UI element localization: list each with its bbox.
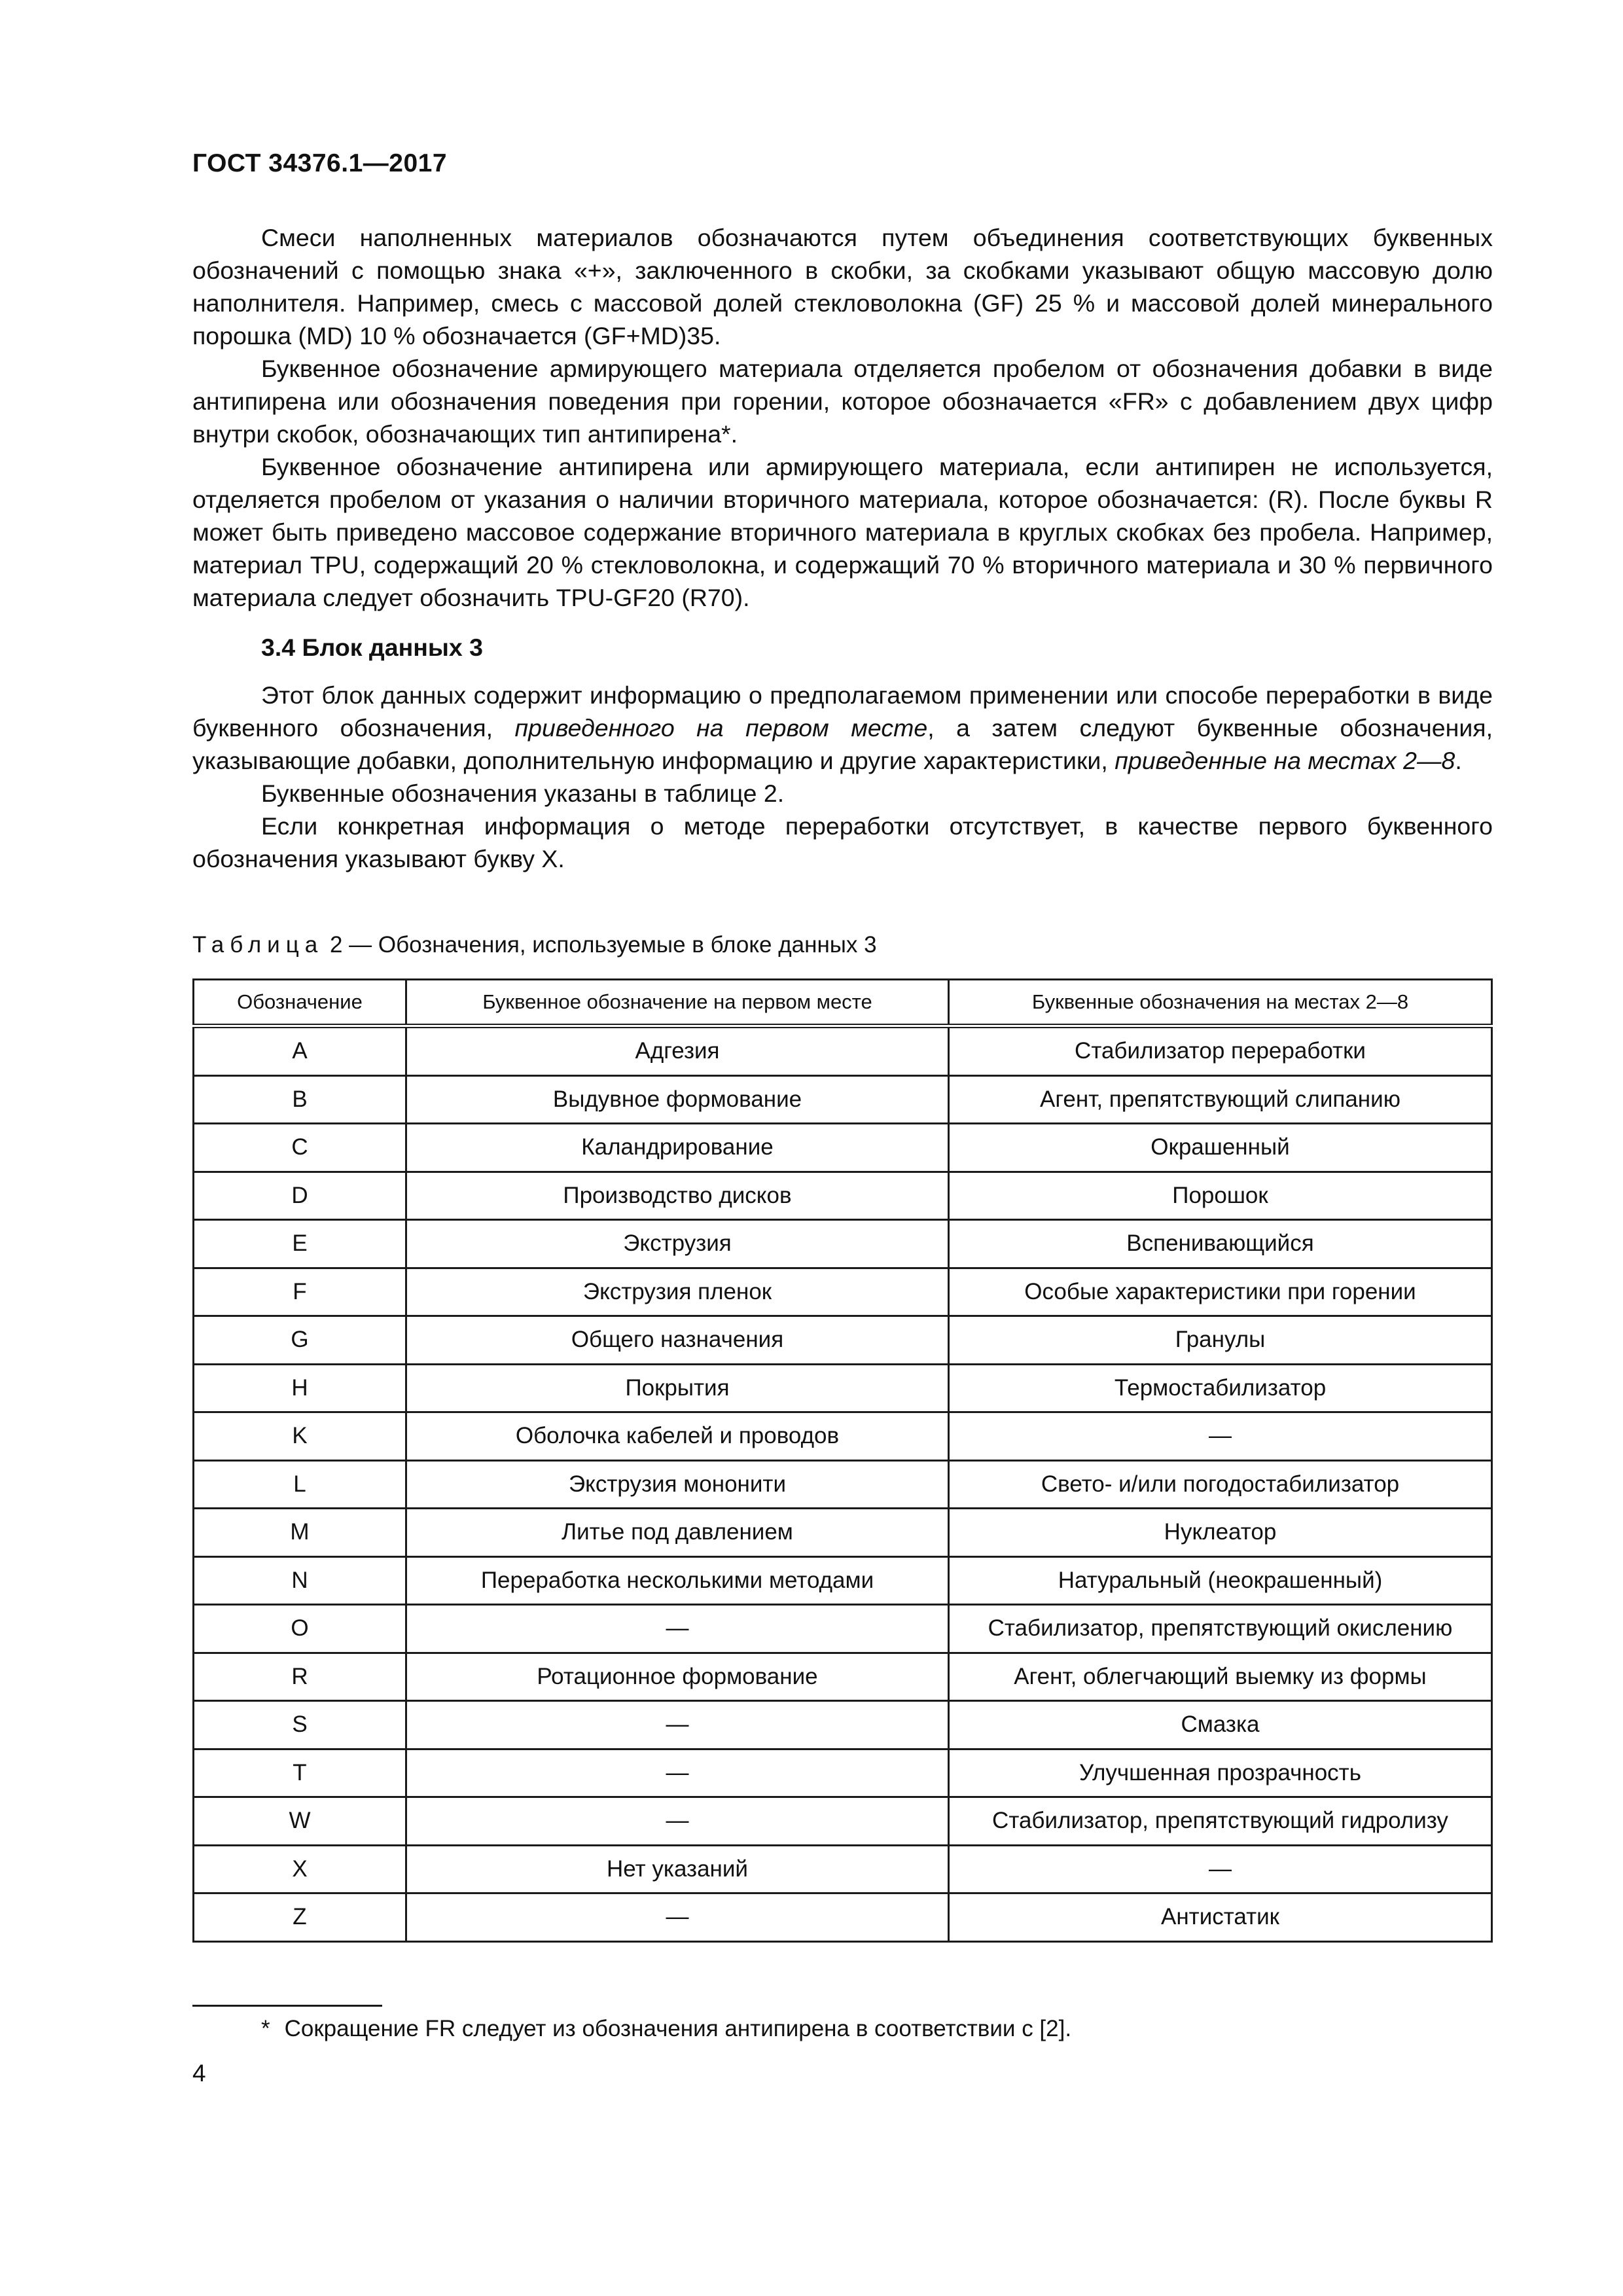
cell-places-2-8: Нуклеатор xyxy=(949,1509,1492,1557)
header-places-2-8: Буквенные обозначения на местах 2—8 xyxy=(949,980,1492,1026)
cell-first-place: Адгезия xyxy=(406,1026,949,1076)
cell-first-place: Ротационное формование xyxy=(406,1653,949,1701)
cell-first-place: Экструзия xyxy=(406,1220,949,1268)
cell-first-place: — xyxy=(406,1797,949,1846)
table-row xyxy=(194,1556,1492,1605)
table-row xyxy=(194,1653,1492,1701)
footnote-divider xyxy=(192,2005,382,2007)
table-row xyxy=(194,1797,1492,1846)
table-caption-text: 2 — Обозначения, используемые в блоке данных 3 xyxy=(323,932,877,958)
cell-code: R xyxy=(194,1653,406,1701)
cell-first-place: Производство дисков xyxy=(406,1172,949,1220)
cell-code: O xyxy=(194,1605,406,1653)
table-body xyxy=(194,1026,1492,1942)
cell-places-2-8: — xyxy=(949,1412,1492,1461)
paragraph-x-letter: Если конкретная информация о методе переработки отсутствует, в качестве первого буквенного обозначения указывают букву X. xyxy=(192,812,1493,872)
cell-first-place: Экструзия пленок xyxy=(406,1268,949,1316)
cell-places-2-8: Смазка xyxy=(949,1701,1492,1749)
table-row xyxy=(194,1749,1492,1797)
cell-code: T xyxy=(194,1749,406,1797)
table-row xyxy=(194,1893,1492,1942)
table-row xyxy=(194,1364,1492,1412)
cell-places-2-8: — xyxy=(949,1845,1492,1893)
cell-code: W xyxy=(194,1797,406,1846)
cell-code: E xyxy=(194,1220,406,1268)
table-row xyxy=(194,1509,1492,1557)
cell-first-place: — xyxy=(406,1701,949,1749)
cell-code: M xyxy=(194,1509,406,1557)
cell-places-2-8: Стабилизатор переработки xyxy=(949,1026,1492,1076)
paragraph-recycled: Буквенное обозначение антипирена или армирующего материала, если антипирен не используется, отделяется пробелом от указания о наличии вторичного материала, которое обозначается: (R). После буквы R может быть приведено массовое содержание вторичного материала в круглых скобках без пробела. Например, материал TPU, содержащий 20 % стекловолокна, и содержащий 70 % вторичного материала и 30 % первичного материала следует обозначить TPU-GF20 (R70). xyxy=(192,453,1493,611)
cell-first-place: Литье под давлением xyxy=(406,1509,949,1557)
table-row xyxy=(194,1026,1492,1076)
cell-places-2-8: Вспенивающийся xyxy=(949,1220,1492,1268)
table-row xyxy=(194,1075,1492,1124)
table-row xyxy=(194,1124,1492,1172)
table-row xyxy=(194,1268,1492,1316)
cell-code: F xyxy=(194,1268,406,1316)
cell-places-2-8: Гранулы xyxy=(949,1316,1492,1365)
table-row xyxy=(194,1845,1492,1893)
cell-first-place: Нет указаний xyxy=(406,1845,949,1893)
cell-code: N xyxy=(194,1556,406,1605)
cell-code: X xyxy=(194,1845,406,1893)
cell-places-2-8: Стабилизатор, препятствующий гидролизу xyxy=(949,1797,1492,1846)
cell-first-place: Переработка несколькими методами xyxy=(406,1556,949,1605)
cell-code: B xyxy=(194,1075,406,1124)
table-row xyxy=(194,1316,1492,1365)
table-row xyxy=(194,1412,1492,1461)
cell-places-2-8: Термостабилизатор xyxy=(949,1364,1492,1412)
cell-places-2-8: Окрашенный xyxy=(949,1124,1492,1172)
cell-places-2-8: Агент, облегчающий выемку из формы xyxy=(949,1653,1492,1701)
table-header-row xyxy=(194,980,1492,1026)
cell-first-place: Оболочка кабелей и проводов xyxy=(406,1412,949,1461)
designations-table xyxy=(192,978,1493,1943)
cell-first-place: Экструзия мононити xyxy=(406,1460,949,1509)
cell-code: L xyxy=(194,1460,406,1509)
cell-first-place: Покрытия xyxy=(406,1364,949,1412)
footnote xyxy=(261,2016,1071,2042)
cell-first-place: Каландрирование xyxy=(406,1124,949,1172)
page-number: 4 xyxy=(192,2060,206,2087)
paragraph-mixtures: Смеси наполненных материалов обозначаются путем объединения соответствующих буквенных обозначений с помощью знака «+», заключенного в скобки, за скобками указывают общую массовую долю наполнителя. Например, смесь с массовой долей стекловолокна (GF) 25 % и массовой долей минерального порошка (MD) 10 % обозначается (GF+MD)35. xyxy=(192,224,1493,350)
table-row xyxy=(194,1220,1492,1268)
section-heading: 3.4 Блок данных 3 xyxy=(261,634,484,661)
section-text xyxy=(192,679,1493,875)
cell-first-place: Общего назначения xyxy=(406,1316,949,1365)
header-designation: Обозначение xyxy=(194,980,406,1026)
footnote-mark: * xyxy=(261,2016,270,2041)
cell-places-2-8: Свето- и/или погодостабилизатор xyxy=(949,1460,1492,1509)
cell-first-place: — xyxy=(406,1605,949,1653)
header-first-place: Буквенное обозначение на первом месте xyxy=(406,980,949,1026)
cell-code: S xyxy=(194,1701,406,1749)
table-row xyxy=(194,1605,1492,1653)
cell-places-2-8: Особые характеристики при горении xyxy=(949,1268,1492,1316)
cell-code: Z xyxy=(194,1893,406,1942)
cell-places-2-8: Агент, препятствующий слипанию xyxy=(949,1075,1492,1124)
cell-first-place: — xyxy=(406,1893,949,1942)
cell-code: K xyxy=(194,1412,406,1461)
cell-code: D xyxy=(194,1172,406,1220)
cell-places-2-8: Стабилизатор, препятствующий окислению xyxy=(949,1605,1492,1653)
cell-code: G xyxy=(194,1316,406,1365)
table-caption xyxy=(192,932,877,958)
table-row xyxy=(194,1701,1492,1749)
cell-first-place: — xyxy=(406,1749,949,1797)
cell-code: A xyxy=(194,1026,406,1076)
cell-places-2-8: Порошок xyxy=(949,1172,1492,1220)
table-row xyxy=(194,1460,1492,1509)
cell-places-2-8: Антистатик xyxy=(949,1893,1492,1942)
cell-places-2-8: Улучшенная прозрачность xyxy=(949,1749,1492,1797)
document-header: ГОСТ 34376.1—2017 xyxy=(192,149,448,177)
cell-places-2-8: Натуральный (неокрашенный) xyxy=(949,1556,1492,1605)
intro-text xyxy=(192,221,1493,614)
cell-first-place: Выдувное формование xyxy=(406,1075,949,1124)
cell-code: C xyxy=(194,1124,406,1172)
paragraph-block-description: Этот блок данных содержит информацию о предполагаемом применении или способе переработки в виде буквенного обозначения, приведенного на первом месте, а затем следуют буквенные обозначения, указывающие добавки, дополнительную информацию и другие характеристики, приведенные на местах 2—8. xyxy=(192,681,1493,774)
paragraph-reinforcement: Буквенное обозначение армирующего материала отделяется пробелом от обозначения добавки в виде антипирена или обозначения поведения при горении, которое обозначается «FR» с добавлением двух цифр внутри скобок, обозначающих тип антипирена*. xyxy=(192,355,1493,448)
table-row xyxy=(194,1172,1492,1220)
paragraph-table-reference: Буквенные обозначения указаны в таблице 2. xyxy=(261,780,785,807)
cell-code: H xyxy=(194,1364,406,1412)
footnote-text: Сокращение FR следует из обозначения антипирена в соответствии с [2]. xyxy=(284,2016,1072,2041)
table-caption-label: Таблица xyxy=(192,932,324,958)
